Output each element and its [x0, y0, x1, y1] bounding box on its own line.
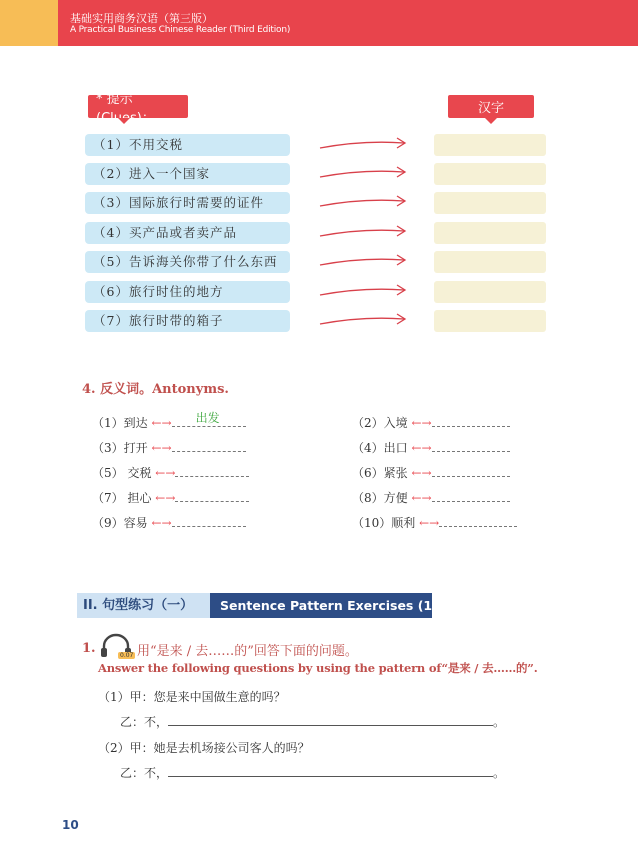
double-arrow-icon: ←→	[151, 516, 172, 530]
clue-item-7: （7）旅行时带的箱子	[85, 310, 290, 332]
answer-suffix: 。	[493, 715, 506, 729]
question-1-answer-line	[120, 713, 505, 730]
antonym-label: （9）容易	[92, 516, 148, 530]
antonym-item-6	[352, 462, 510, 481]
page-number: 10	[62, 818, 79, 832]
answer-field[interactable]	[168, 713, 493, 726]
double-arrow-icon: ←→	[411, 491, 432, 505]
book-title-en: A Practical Business Chinese Reader (Third Edition)	[70, 25, 291, 35]
antonym-blank[interactable]	[175, 487, 249, 502]
question-2-prompt: （2）甲：她是去机场接公司客人的吗？	[98, 741, 310, 755]
clue-item-5: （5）告诉海关你带了什么东西	[85, 251, 290, 273]
antonym-blank[interactable]	[439, 512, 517, 527]
double-arrow-icon: ←→	[411, 466, 432, 480]
arrow-icon	[318, 135, 408, 155]
antonym-blank[interactable]	[432, 437, 510, 452]
antonym-item-4	[352, 437, 510, 456]
antonym-label: （5） 交税	[92, 466, 152, 480]
clue-item-1: （1）不用交税	[85, 134, 290, 156]
double-arrow-icon: ←→	[151, 416, 172, 430]
double-arrow-icon: ←→	[155, 491, 176, 505]
double-arrow-icon: ←→	[419, 516, 440, 530]
arrow-icon	[318, 193, 408, 213]
answer-prefix: 乙：不，	[120, 715, 169, 729]
antonym-label: （6）紧张	[352, 466, 408, 480]
answer-box-3[interactable]	[434, 192, 546, 214]
antonym-item-8	[352, 487, 510, 506]
antonym-label: （1）到达	[92, 416, 148, 430]
antonym-label: （8）方便	[352, 491, 408, 505]
double-arrow-icon: ←→	[411, 416, 432, 430]
antonym-item-5	[92, 462, 249, 481]
antonym-item-3	[92, 437, 246, 456]
clue-item-6: （6）旅行时住的地方	[85, 281, 290, 303]
answer-box-1[interactable]	[434, 134, 546, 156]
antonym-blank[interactable]	[172, 437, 246, 452]
double-arrow-icon: ←→	[151, 441, 172, 455]
clues-badge: * 提示 (Clues)：	[88, 95, 188, 118]
hanzi-badge: 汉字	[448, 95, 534, 118]
antonym-item-10	[352, 512, 517, 531]
antonym-item-1	[92, 412, 246, 431]
antonym-blank[interactable]	[432, 412, 510, 427]
arrow-icon	[318, 282, 408, 302]
answer-box-2[interactable]	[434, 163, 546, 185]
question-1-prompt: （1）甲：您是来中国做生意的吗？	[98, 690, 286, 704]
antonym-item-9	[92, 512, 246, 531]
book-title-cn: 基础实用商务汉语（第三版）	[70, 12, 213, 25]
arrow-icon	[318, 252, 408, 272]
antonym-label: （3）打开	[92, 441, 148, 455]
section-4-title: 4. 反义词。Antonyms.	[82, 382, 229, 397]
double-arrow-icon: ←→	[155, 466, 176, 480]
header-tab	[0, 0, 58, 46]
antonym-blank[interactable]	[172, 512, 246, 527]
antonym-item-7	[92, 487, 249, 506]
answer-box-4[interactable]	[434, 222, 546, 244]
clue-item-2: （2）进入一个国家	[85, 163, 290, 185]
answer-field[interactable]	[168, 764, 493, 777]
answer-box-7[interactable]	[434, 310, 546, 332]
arrow-icon	[318, 164, 408, 184]
double-arrow-icon: ←→	[411, 441, 432, 455]
question-subtitle: Answer the following questions by using the pattern of“是来 / 去……的”.	[98, 661, 538, 675]
antonym-blank[interactable]	[432, 462, 510, 477]
audio-track-badge: 0.07	[120, 652, 134, 659]
antonym-label: （7） 担心	[92, 491, 152, 505]
answer-box-5[interactable]	[434, 251, 546, 273]
antonym-answer: 出发	[195, 411, 220, 425]
antonym-item-2	[352, 412, 510, 431]
antonym-blank[interactable]	[432, 487, 510, 502]
section-2-title-cn: II. 句型练习（一）	[77, 593, 210, 618]
arrow-icon	[318, 311, 408, 331]
clue-item-3: （3）国际旅行时需要的证件	[85, 192, 290, 214]
antonym-blank[interactable]	[172, 412, 246, 427]
question-number: 1.	[82, 641, 96, 656]
arrow-icon	[318, 223, 408, 243]
antonym-label: （4）出口	[352, 441, 408, 455]
answer-prefix: 乙：不，	[120, 766, 169, 780]
clue-item-4: （4）买产品或者卖产品	[85, 222, 290, 244]
antonym-label: （10）顺利	[352, 516, 416, 530]
section-2-title-en: Sentence Pattern Exercises (1)	[210, 593, 432, 618]
antonym-label: （2）入境	[352, 416, 408, 430]
question-2-answer-line	[120, 764, 505, 781]
antonym-blank[interactable]	[175, 462, 249, 477]
answer-suffix: 。	[493, 766, 506, 780]
answer-box-6[interactable]	[434, 281, 546, 303]
question-title: 用“是来 / 去……的”回答下面的问题。	[137, 644, 358, 659]
